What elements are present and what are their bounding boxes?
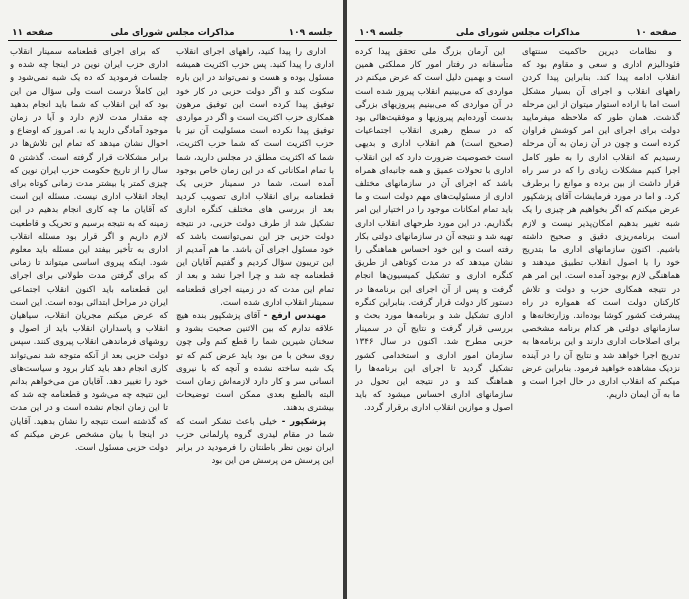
text-column-right (522, 46, 680, 593)
paragraph (176, 310, 334, 416)
speech-text: خیلی باعث تشکر است که شما در مقام لیدری گروه پارلمانی حزب ایران نوین نظر باطنتان را فرمودید در برابر این پرسش من پرسش من این بود (176, 416, 334, 467)
session-number: جلسه ۱۰۹ (359, 28, 404, 38)
text-column-right (176, 46, 334, 593)
page-header (355, 26, 681, 41)
paragraph: این آرمان بزرگ ملی تحقق پیدا کرده متأسفانه در رفتار امور کار مملکتی همین است و بهمین دلیل است که عرض میکنم در مواردی که می‌بینیم انقلاب پیروز شده است در آن مواردی که می‌بینیم پیروزیهای بزرگی بدست آورده‌ایم پیروزیها و موفقیت‌هائی بود که در سطح رهبری انقلاب اجتماعیات (صحیح است) هم انقلاب اداری و بدیهی است خصوصیت ضرورت دارد که این انقلاب اداری با تحولات عمیق و همه جانبه‌ای همراه باشد که اجرای آن در سازمانهای مختلف اداری از مسئولیت‌های مهم دولت است و ما باید تمام امکانات موجود را در اختیار این امر بگذاریم. در این مورد طرحهای انقلاب اداری تهیه شد و نتیجه آن در سازمانهای دولتی بکار رفته است و این خود احساس هماهنگی را نشان میدهد که در مدت کوتاهی از طریق کنگره اداری و تشکیل کمیسیون‌ها انجام گرفت و پس از آن اجرای این برنامه‌ها در دستور کار دولت قرار گرفت. بنابراین کنگره اداری تشکیل شد و برنامه‌ها مورد بحث و بررسی قرار گرفت و نتایج آن در سمینار حزبی مطرح شد. اکنون در سال ۱۳۴۶ سازمان امور اداری و استخدامی کشور تشکیل گردید تا اجرای این برنامه‌ها را هماهنگ کند و در نتیجه این تحول در سازمانهای اداری احساس میشود که باید اصول و موازین انقلاب اداری برقرار گردد. (355, 47, 513, 414)
publication-title: مذاکرات مجلس شورای ملی (110, 28, 235, 38)
paragraph (176, 416, 334, 469)
speech-text: آقای پزشکپور بنده هیچ علاقه ندارم که بین الاثنین صحبت بشود و سخنان شیرین شما را قطع کنم ولی چون روی سخن با من بود باید عرض کنم که تو یک شبه ساخته نشده و آنچه که با نیروی انسانی سر و کار دارد لازمه‌اش زمان است البته بالطبع بعدی ممکن است توضیحات بیشتری بدهند. (176, 311, 334, 414)
paragraph: که برای اجرای قطعنامه سمینار انقلاب اداری حزب ایران نوین در اینجا چه شده و جلسات فرمودید که ده یک شبه نمی‌شود و این کاملاً درست است ولی سؤال من این بود که این انقلاب که شما باید انجام بدهید چه مقدار مدت لازم دارد و آیا در زمان موجود آمادگی دارید یا نه. امروز که اوضاع و احوال نشان میدهد که تمام این تلاش‌ها در برابر مشکلات قرار گرفته است. گذشتن ۵ سال را از تاریخ حکومت حزب ایران نوین که چیزی کمتر یا بیشتر مدت زمانی کوتاه برای ایجاد انقلاب اداری نیست. مسئله این است که آقایان ما چه کاری انجام بدهیم در این زمینه که به نتیجه برسیم و تحریک و قاطعیت لازم داریم و اگر قرار بود مسئله انقلاب اداری به تأخیر بیفتد این مسئله باید معلوم شود. اینکه پیروی اساسی میتواند تا زمانی که برای گرفتن مدت طولانی برای اجرای این قطعنامه باید اکنون انقلاب اجتماعی ایران در مراحل ابتدائی بوده است. این است که عرض میکنم مجریان انقلاب، سیاهیان انقلاب و پاسداران انقلاب باید از اصول و روشهای فرماندهی انقلاب پیروی کنند. سپس دولت حزبی بعد از آنکه متوجه شد نمی‌تواند کاری انجام دهد باید کنار برود و سیاست‌های خود را تغییر دهد. آقایان من می‌خواهم بدانم این نتیجه چه می‌شود و قطعنامه چه شد که تا این زمان انجام نشده است و در این مدت که گذشته است نتیجه را نشان بدهید. آقایان در اینجا با بیان مشخص عرض میکنم که دولت حزبی مسئول است. (10, 47, 168, 454)
page-number: صفحه ۱۰ (635, 28, 677, 38)
text-column-left (10, 46, 168, 593)
paragraph: و نظامات دیرین حاکمیت سنتهای فئودالیزم اداری و سعی و مقاوم بود که انقلاب ادامه پیدا کند. بنابراین پیدا کردن راههای انقلاب و اجرای آن بسیار مشکل است اما با اراده استوار میتوان از این مرحله گذشت. همان طور که ملاحظه میفرمایید دولت برای اجرای این امر کوشش فراوان کرده است و چون در آن زمان به آن مرحله رسیدیم که انقلاب اداری را به طور کامل اجرا کنیم مشکلات زیادی را که در سر راه قرار داشت از بین برده و موانع را برطرف کرد. و اما در مورد فرمایشات آقای پزشکپور عرض میکنم که اگر بخواهیم هر چیزی را یک شبه تغییر بدهیم امکان‌پذیر نیست و لازم است برنامه‌ریزی دقیق و صحیح داشته باشیم. اکنون سازمانهای اداری ما بتدریج خود را با اصول انقلاب تطبیق میدهند و هماهنگی لازم بوجود آمده است. این امر هم در نتیجه همکاری حزب و دولت و تلاش کارکنان دولت است که همواره در راه پیشرفت کشور کوشا بوده‌اند. وزارتخانه‌ها و سازمانهای دولتی هر کدام برنامه مشخصی برای اصلاحات اداری دارند و این برنامه‌ها به تدریج اجرا خواهد شد و نتایج آن را در آینده نزدیک مشاهده خواهید فرمود. بنابراین عرض میکنم که انقلاب اداری در حال اجرا است و ما به آن ایمان داریم. (522, 47, 680, 401)
speaker-name: پزشکپور - (281, 416, 326, 427)
publication-title: مذاکرات مجلس شورای ملی (455, 28, 581, 38)
session-number: جلسه ۱۰۹ (288, 28, 333, 38)
right-page (347, 0, 689, 599)
page-number: صفحه ۱۱ (12, 28, 54, 38)
page-header (8, 26, 337, 41)
text-column-left (355, 46, 513, 593)
speaker-name: مهندس ارفع - (263, 311, 327, 322)
paragraph: اداری را پیدا کنید، راههای اجرای انقلاب اداری را پیدا کنید. پس حزب اکثریت همیشه مسئول بوده و هست و نمی‌تواند در این باره سکوت کند و اگر دولت حزبی در کار خود توفیق پیدا کرده است این توفیق مرهون همکاری حزب اکثریت است و اگر در مواردی توفیق پیدا نکرده است مسئولیت آن نیز با حزب اکثریت است که شما حزب اکثریت، شما که اکثریت مطلق در مجلس دارید، شما با تمام امکاناتی که در این زمان خاص بوجود آمده است، شما در سمینار حزبی یک قطعنامه برای انقلاب اداری تصویب کردید بعد از بررسی های مختلف کنگره اداری تشکیل شد از طرف دولت حزبی، در نتیجه دولت حزبی جز این نمی‌توانست باشد که خود مسئول اجرای آن باشد. ما هم آمدیم از این تریبون سؤال کردیم و گفتیم آقایان این قطعنامه چه شد و چرا اجرا نشد و بعد از تمام این مدت که در زمینه اجرای قطعنامه سمینار انقلاب اداری شده است. (176, 47, 334, 308)
